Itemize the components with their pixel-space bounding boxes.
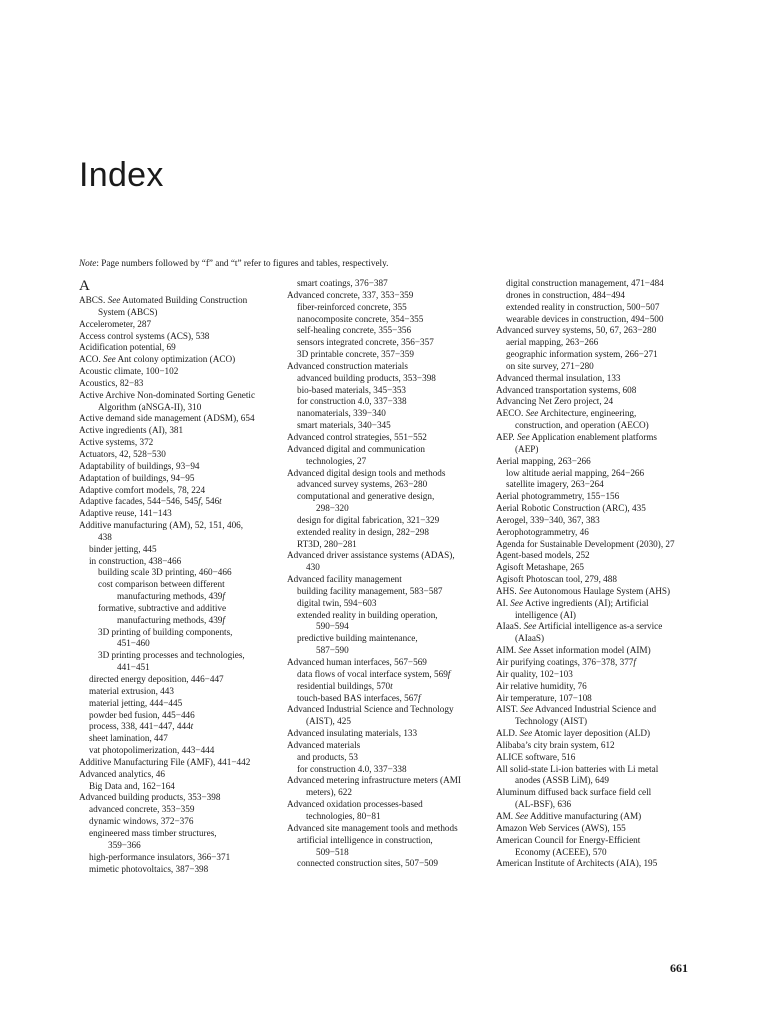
index-entry: Additive Manufacturing File (AMF), 441−442 bbox=[79, 756, 251, 767]
index-entry: Active demand side management (ADSM), 654 bbox=[79, 413, 255, 424]
index-entry-continuation: 298−320 bbox=[316, 503, 349, 514]
index-subentry: mimetic photovoltaics, 387−398 bbox=[89, 863, 209, 874]
index-entry-continuation: Algorithm (aNSGA-II), 310 bbox=[98, 401, 202, 412]
index-entry-continuation: manufacturing methods, 439f bbox=[117, 614, 225, 625]
index-entry-continuation: manufacturing methods, 439f bbox=[117, 591, 225, 602]
index-subentry: material extrusion, 443 bbox=[89, 685, 174, 696]
index-subentry: formative, subtractive and additive bbox=[98, 602, 227, 613]
index-entry: Advancing Net Zero project, 24 bbox=[496, 396, 614, 407]
index-entry: Advanced materials bbox=[287, 739, 361, 750]
index-entry: Active systems, 372 bbox=[79, 437, 154, 448]
index-entry-continuation: System (ABCS) bbox=[98, 306, 158, 317]
index-entry-continuation: (AL-BSF), 636 bbox=[515, 799, 572, 810]
index-entry: ALD. See Atomic layer deposition (ALD) bbox=[496, 728, 651, 739]
index-entry-continuation: intelligence (AI) bbox=[515, 609, 576, 620]
index-entry: Advanced analytics, 46 bbox=[79, 768, 165, 779]
index-entry: Aerophotogrammetry, 46 bbox=[496, 526, 589, 537]
index-subentry: for construction 4.0, 337−338 bbox=[297, 763, 407, 774]
index-subentry: self-healing concrete, 355−356 bbox=[297, 325, 412, 336]
index-entry: Access control systems (ACS), 538 bbox=[79, 330, 210, 341]
index-entry: Advanced control strategies, 551−552 bbox=[287, 431, 427, 442]
index-entry: AM. See Additive manufacturing (AM) bbox=[496, 810, 642, 821]
index-entry-continuation: meters), 622 bbox=[306, 787, 352, 798]
index-entry: ACO. See Ant colony optimization (ACO) bbox=[79, 354, 236, 365]
note-text: : Page numbers followed by “f” and “t” refer to figures and tables, respectively. bbox=[96, 258, 389, 268]
index-subentry: nanomaterials, 339−340 bbox=[297, 408, 386, 419]
index-entry: Aerial photogrammetry, 155−156 bbox=[496, 491, 620, 502]
index-subentry: process, 338, 441−447, 444t bbox=[89, 721, 194, 732]
index-entry: Advanced transportation systems, 608 bbox=[496, 384, 637, 395]
index-entry: AIM. See Asset information model (AIM) bbox=[496, 645, 651, 656]
page-title: Index bbox=[79, 156, 164, 194]
section-letter: A bbox=[79, 278, 90, 294]
index-entry: Advanced metering infrastructure meters (AMI bbox=[287, 775, 461, 786]
index-subentry: design for digital fabrication, 321−329 bbox=[297, 514, 440, 525]
index-entry: Adaptive comfort models, 78, 224 bbox=[79, 484, 206, 495]
index-subentry: extended reality in construction, 500−507 bbox=[506, 301, 660, 312]
index-entry: Amazon Web Services (AWS), 155 bbox=[496, 822, 626, 833]
index-entry: Advanced construction materials bbox=[287, 360, 408, 371]
index-column-2 bbox=[287, 278, 492, 870]
column-1-entries bbox=[79, 295, 279, 875]
index-subentry: digital construction management, 471−484 bbox=[506, 278, 664, 288]
index-subentry: binder jetting, 445 bbox=[89, 543, 157, 554]
index-entry: Alibaba’s city brain system, 612 bbox=[496, 739, 615, 750]
index-entry: Active Archive Non-dominated Sorting Genetic bbox=[79, 389, 256, 400]
index-subentry: artificial intelligence in construction, bbox=[297, 834, 433, 845]
index-subentry: dynamic windows, 372−376 bbox=[89, 816, 194, 827]
index-subentry: on site survey, 271−280 bbox=[506, 360, 594, 371]
index-subentry: smart coatings, 376−387 bbox=[297, 278, 388, 288]
index-entry: Agisoft Metashape, 265 bbox=[496, 562, 585, 573]
index-entry-continuation: anodes (ASSB LiM), 649 bbox=[515, 775, 609, 786]
index-subentry: material jetting, 444−445 bbox=[89, 697, 183, 708]
index-entry: Advanced human interfaces, 567−569 bbox=[287, 657, 427, 667]
index-entry-continuation: 430 bbox=[306, 562, 320, 573]
column-2-entries bbox=[287, 278, 492, 870]
index-entry-continuation: 509−518 bbox=[316, 846, 349, 857]
index-entry: Advanced digital design tools and methods bbox=[287, 467, 446, 478]
index-entry: Advanced oxidation processes-based bbox=[287, 799, 423, 810]
index-subentry: advanced concrete, 353−359 bbox=[89, 804, 195, 815]
index-subentry: fiber-reinforced concrete, 355 bbox=[297, 301, 407, 312]
index-entry: AECO. See Architecture, engineering, bbox=[496, 408, 637, 419]
index-subentry: satellite imagery, 263−264 bbox=[506, 479, 604, 490]
index-subentry: high-performance insulators, 366−371 bbox=[89, 851, 231, 862]
index-subentry: building scale 3D printing, 460−466 bbox=[98, 567, 232, 578]
index-entry: ABCS. See Automated Building Construction bbox=[79, 295, 248, 305]
index-entry: Advanced Industrial Science and Technology bbox=[287, 704, 454, 715]
index-entry-continuation: Economy (ACEEE), 570 bbox=[515, 846, 607, 857]
index-subentry: 3D printing processes and technologies, bbox=[98, 650, 245, 661]
index-entry-continuation: (AIST), 425 bbox=[306, 716, 351, 727]
index-entry: Acoustic climate, 100−102 bbox=[79, 366, 179, 377]
index-subentry: and products, 53 bbox=[297, 751, 358, 762]
index-entry: Air relative humidity, 76 bbox=[496, 680, 587, 691]
index-subentry: in construction, 438−466 bbox=[89, 555, 182, 566]
index-note bbox=[79, 258, 388, 268]
index-subentry: wearable devices in construction, 494−500 bbox=[506, 313, 664, 324]
index-subentry: extended reality in building operation, bbox=[297, 609, 438, 620]
index-entry: Adaptation of buildings, 94−95 bbox=[79, 472, 195, 483]
index-entry: Advanced digital and communication bbox=[287, 443, 426, 454]
index-entry: Acoustics, 82−83 bbox=[79, 377, 144, 388]
index-subentry: advanced building products, 353−398 bbox=[297, 372, 436, 383]
index-subentry: residential buildings, 570t bbox=[297, 680, 393, 691]
index-entry: Air quality, 102−103 bbox=[496, 668, 573, 679]
index-entry-continuation: (AEP) bbox=[515, 443, 539, 454]
index-entry: Agenda for Sustainable Development (2030), 27 bbox=[496, 538, 675, 549]
index-subentry: cost comparison between different bbox=[98, 579, 225, 590]
index-entry: Adaptability of buildings, 93−94 bbox=[79, 460, 200, 471]
index-entry: Agent-based models, 252 bbox=[496, 550, 590, 561]
index-entry-continuation: (AIaaS) bbox=[515, 633, 545, 644]
index-subentry: building facility management, 583−587 bbox=[297, 585, 443, 596]
index-entry: Advanced thermal insulation, 133 bbox=[496, 372, 621, 383]
index-subentry: low altitude aerial mapping, 264−266 bbox=[506, 467, 645, 478]
index-subentry: powder bed fusion, 445−446 bbox=[89, 709, 195, 720]
index-entry-continuation: technologies, 27 bbox=[306, 455, 367, 466]
index-subentry: Big Data and, 162−164 bbox=[89, 780, 175, 791]
index-entry: American Institute of Architects (AIA), 195 bbox=[496, 858, 658, 869]
index-entry: Aerial mapping, 263−266 bbox=[496, 455, 591, 466]
index-subentry: drones in construction, 484−494 bbox=[506, 289, 625, 300]
index-entry-continuation: 359−366 bbox=[108, 839, 141, 850]
index-subentry: aerial mapping, 263−266 bbox=[506, 337, 599, 348]
index-entry: Acidification potential, 69 bbox=[79, 342, 176, 353]
index-subentry: 3D printing of building components, bbox=[98, 626, 233, 637]
index-entry: Advanced driver assistance systems (ADAS), bbox=[287, 550, 455, 561]
index-subentry: touch-based BAS interfaces, 567f bbox=[297, 692, 421, 703]
index-subentry: geographic information system, 266−271 bbox=[506, 349, 658, 360]
index-entry: Adaptive reuse, 141−143 bbox=[79, 508, 172, 519]
index-subentry: engineered mass timber structures, bbox=[89, 827, 217, 838]
index-subentry: advanced survey systems, 263−280 bbox=[297, 479, 428, 490]
index-entry: Air purifying coatings, 376−378, 377f bbox=[496, 657, 636, 667]
index-entry: AHS. See Autonomous Haulage System (AHS) bbox=[496, 585, 671, 596]
note-label: Note bbox=[79, 258, 97, 268]
index-entry: Adaptive facades, 544−546, 545f, 546t bbox=[79, 496, 222, 507]
index-subentry: computational and generative design, bbox=[297, 491, 435, 502]
index-column-3 bbox=[496, 278, 696, 870]
index-entry: AI. See Active ingredients (AI); Artificial bbox=[496, 597, 649, 608]
index-entry: Advanced insulating materials, 133 bbox=[287, 728, 418, 739]
index-entry-continuation: Technology (AIST) bbox=[515, 716, 588, 727]
index-entry: Aerial Robotic Construction (ARC), 435 bbox=[496, 503, 646, 514]
index-entry: AIST. See Advanced Industrial Science and bbox=[496, 704, 657, 715]
index-entry: Advanced concrete, 337, 353−359 bbox=[287, 289, 414, 300]
index-subentry: sheet lamination, 447 bbox=[89, 733, 168, 744]
index-subentry: extended reality in design, 282−298 bbox=[297, 526, 429, 537]
page-number: 661 bbox=[670, 961, 688, 975]
index-subentry: sensors integrated concrete, 356−357 bbox=[297, 337, 434, 348]
index-entry: Advanced facility management bbox=[287, 574, 402, 585]
index-entry-continuation: 451−460 bbox=[117, 638, 150, 649]
index-entry: Actuators, 42, 528−530 bbox=[79, 448, 166, 459]
index-subentry: bio-based materials, 345−353 bbox=[297, 384, 407, 395]
index-entry: Accelerometer, 287 bbox=[79, 318, 152, 329]
index-entry: All solid-state Li-ion batteries with Li metal bbox=[496, 763, 659, 774]
index-entry: Aerogel, 339−340, 367, 383 bbox=[496, 514, 600, 525]
index-entry-continuation: construction, and operation (AECO) bbox=[515, 420, 649, 431]
index-subentry: connected construction sites, 507−509 bbox=[297, 858, 438, 869]
index-entry-continuation: technologies, 80−81 bbox=[306, 810, 381, 821]
index-entry: AEP. See Application enablement platforms bbox=[496, 431, 658, 442]
index-entry-continuation: 590−594 bbox=[316, 621, 349, 632]
index-column-1 bbox=[79, 278, 279, 875]
index-subentry: smart materials, 340−345 bbox=[297, 420, 391, 431]
index-entry: AIaaS. See Artificial intelligence as-a service bbox=[496, 621, 663, 632]
index-subentry: 3D printable concrete, 357−359 bbox=[297, 349, 414, 360]
index-subentry: directed energy deposition, 446−447 bbox=[89, 674, 224, 684]
index-entry: Advanced survey systems, 50, 67, 263−280 bbox=[496, 325, 657, 336]
index-subentry: for construction 4.0, 337−338 bbox=[297, 396, 407, 407]
index-entry: Aluminum diffused back surface field cell bbox=[496, 787, 652, 798]
index-entry: ALICE software, 516 bbox=[496, 751, 576, 762]
index-entry-continuation: 438 bbox=[98, 531, 112, 542]
index-subentry: data flows of vocal interface system, 569f bbox=[297, 668, 451, 679]
index-entry-continuation: 587−590 bbox=[316, 645, 349, 656]
index-subentry: digital twin, 594−603 bbox=[297, 597, 377, 608]
index-entry: Air temperature, 107−108 bbox=[496, 692, 592, 703]
index-entry: American Council for Energy-Efficient bbox=[496, 834, 641, 845]
index-entry: Active ingredients (AI), 381 bbox=[79, 425, 184, 436]
index-entry: Advanced site management tools and methods bbox=[287, 822, 458, 833]
index-entry-continuation: 441−451 bbox=[117, 662, 150, 673]
column-3-entries bbox=[496, 278, 696, 870]
index-subentry: RT3D, 280−281 bbox=[297, 538, 357, 549]
index-entry: Agisoft Photoscan tool, 279, 488 bbox=[496, 574, 617, 585]
index-entry: Advanced building products, 353−398 bbox=[79, 792, 221, 803]
index-subentry: predictive building maintenance, bbox=[297, 633, 418, 644]
index-subentry: nanocomposite concrete, 354−355 bbox=[297, 313, 424, 324]
index-entry: Additive manufacturing (AM), 52, 151, 406, bbox=[79, 520, 244, 531]
index-subentry: vat photopolimerization, 443−444 bbox=[89, 745, 215, 756]
